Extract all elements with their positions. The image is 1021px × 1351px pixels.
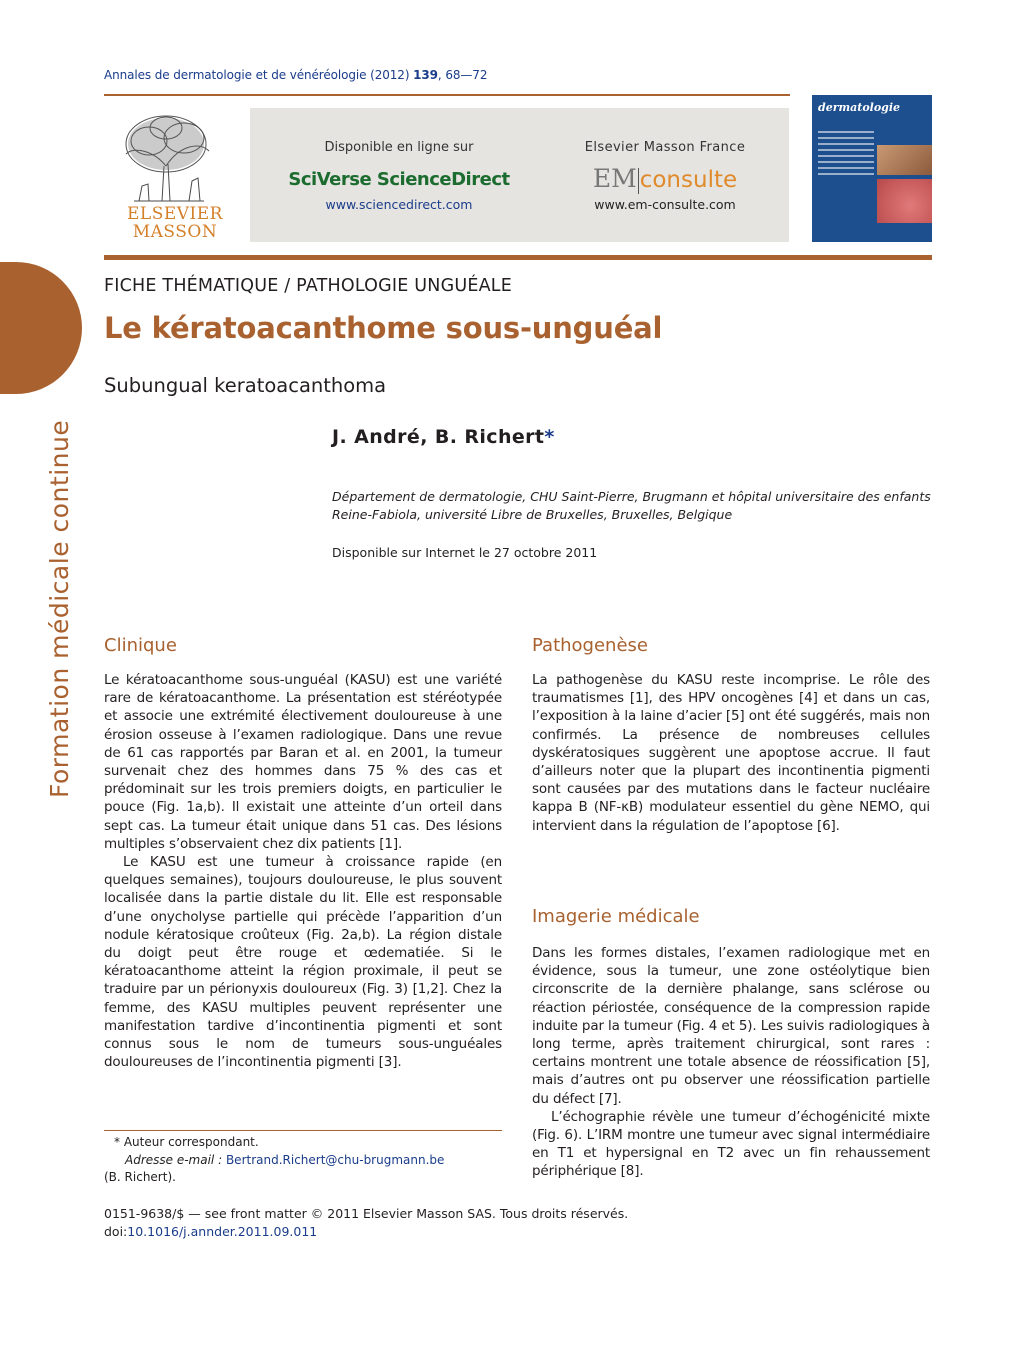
journal-volume: 139 [413, 68, 438, 82]
author-list [332, 426, 555, 448]
journal-pages: , 68—72 [437, 68, 488, 82]
article-subtitle: Subungual keratoacanthoma [104, 374, 387, 397]
elsevier-masson-france-label: Elsevier Masson France [584, 140, 746, 155]
em-logo-right: consulte [639, 167, 738, 193]
em-consulte-link[interactable]: www.em-consulte.com [594, 197, 736, 212]
corresponding-author-mark[interactable]: * [544, 426, 555, 448]
side-tab-marker [0, 262, 82, 394]
header-thick-rule [104, 255, 932, 260]
issn-copyright: 0151-9638/$ — see front matter © 2011 Elsevier Masson SAS. Tous droits réservés. [104, 1206, 629, 1221]
availability-banner [250, 108, 789, 242]
side-section-label: Formation médicale continue [45, 419, 74, 798]
publisher-name-line1: ELSEVIER [127, 204, 223, 224]
corresponding-author-footnote [104, 1134, 504, 1187]
author-affiliation: Département de dermatologie, CHU Saint-Pierre, Brugmann et hôpital universitaire des enfants Reine-Fabiola, université Libre de Bruxelles, Bruxelles, Belgique [332, 489, 931, 522]
email-label: Adresse e-mail : [125, 1152, 223, 1167]
footnote-owner: (B. Richert). [104, 1170, 176, 1184]
imagerie-paragraph-1: Dans les formes distales, l’examen radiologique met en évidence, sous la tumeur, une zone ostéolytique bien circonscrite de la dernière phalange, sans sclérose ou réaction périostée, conséquence de la compression rapide induite par la tumeur (Fig. 4 et 5). Les suivis radiologiques à long terme, après traitement chirurgical, sont rares : certains montrent une totale absence de réossification [5], mais d’autres ont pu observer une réossification partielle du défect [7]. [532, 945, 930, 1107]
heading-imagerie: Imagerie médicale [532, 906, 700, 927]
author-email-link[interactable]: Bertrand.Richert@chu-brugmann.be [225, 1152, 445, 1167]
copyright-block [104, 1205, 628, 1240]
imagerie-paragraph-2: L’échographie révèle une tumeur d’échogénicité mixte (Fig. 6). L’IRM montre une tumeur avec signal intermédiaire en T1 et hypersignal en T2 avec un fin rehaussement périphérique [8]. [532, 1108, 930, 1180]
cover-photo-skin [877, 145, 932, 175]
section-clinique-body [104, 671, 502, 1071]
authors-names: J. André, B. Richert [332, 426, 545, 448]
header-rule [104, 94, 790, 96]
cover-title: dermatologie [818, 101, 901, 114]
doi-label: doi: [104, 1223, 128, 1239]
journal-cover-image[interactable] [812, 95, 932, 242]
sciencedirect-link[interactable]: www.sciencedirect.com [325, 197, 473, 212]
journal-name: Annales de dermatologie et de vénéréologie (2012) [104, 68, 410, 82]
elsevier-masson-logo [104, 106, 242, 244]
section-imagerie-body [532, 944, 930, 1181]
footnote-email-line [104, 1152, 504, 1170]
doi-link[interactable]: 10.1016/j.annder.2011.09.011 [127, 1223, 318, 1239]
em-logo-divider [638, 168, 639, 194]
sciencedirect-logo[interactable]: SciVerse ScienceDirect [288, 169, 510, 190]
em-logo-left: EM [592, 164, 637, 193]
article-title: Le kératoacanthome sous-unguéal [104, 311, 663, 345]
clinique-paragraph-2: Le KASU est une tumeur à croissance rapide (en quelques semaines), toujours douloureuse, le plus souvent localisée dans la partie distale du lit. Elle est responsable d’une onycholyse partielle qui précède l’apparition d’un nodule kératosique croûteux (Fig. 2a,b). La région distale du doigt peut être rouge et œdematiée. Si le kératoacanthome atteint la région proximale, il peut se traduire par un périonyxis douloureux (Fig. 3) [1,2]. Chez la femme, des KASU multiples peuvent représenter une manifestation tardive d’incontinentia pigmenti et sont connus sous le nom de tumeurs sous-unguéales douloureuses de l’incontinentia pigmenti [3]. [104, 854, 502, 1071]
cover-text-lines [818, 131, 874, 179]
footnote-rule [104, 1130, 502, 1131]
footnote-corresponding: * Auteur correspondant. [114, 1135, 259, 1149]
journal-reference[interactable] [104, 68, 487, 82]
doi-line [104, 1223, 628, 1241]
online-date: Disponible sur Internet le 27 octobre 2011 [332, 545, 598, 560]
cover-photo-lesion [877, 179, 932, 223]
heading-clinique: Clinique [104, 635, 177, 656]
article-category: FICHE THÉMATIQUE / PATHOLOGIE UNGUÉALE [104, 276, 512, 296]
available-online-label: Disponible en ligne sur [324, 140, 474, 155]
publisher-name-line2: MASSON [132, 222, 218, 242]
pathogenese-paragraph-1: La pathogenèse du KASU reste incomprise. Le rôle des traumatismes [1], des HPV oncogènes [4] et dans un cas, l’exposition à la laine d’acier [5] ont été suggérés, mais non confirmés. La présence de nombreuses cellules dyskératosiques suggèrent une apoptose accrue. Il faut d’ailleurs noter que la plupart des incontinentia pigmenti sont causées par des mutations dans le facteur nucléaire kappa B (NF-κB) modulateur essentiel du gène NEMO, qui intervient dans la régulation de l’apoptose [6]. [532, 672, 930, 834]
heading-pathogenese: Pathogenèse [532, 635, 648, 656]
clinique-paragraph-1: Le kératoacanthome sous-unguéal (KASU) est une variété rare de kératoacanthome. La présentation est stéréotypée et associe une extrémité électivement douloureuse à une érosion osseuse à l’examen radiologique. Dans une revue de 61 cas rapportés par Baran et al. en 2001, la tumeur survenait chez des hommes dans 75 % des cas et prédominait sur les trois premiers doigts, en particulier le pouce (Fig. 1a,b). Il existait une atteinte d’un orteil dans sept cas. La tumeur était unique dans 51 cas. Des lésions multiples s’observaient chez dix patients [1]. [104, 672, 502, 852]
em-consulte-logo[interactable] [550, 164, 780, 194]
section-pathogenese-body [532, 671, 930, 835]
